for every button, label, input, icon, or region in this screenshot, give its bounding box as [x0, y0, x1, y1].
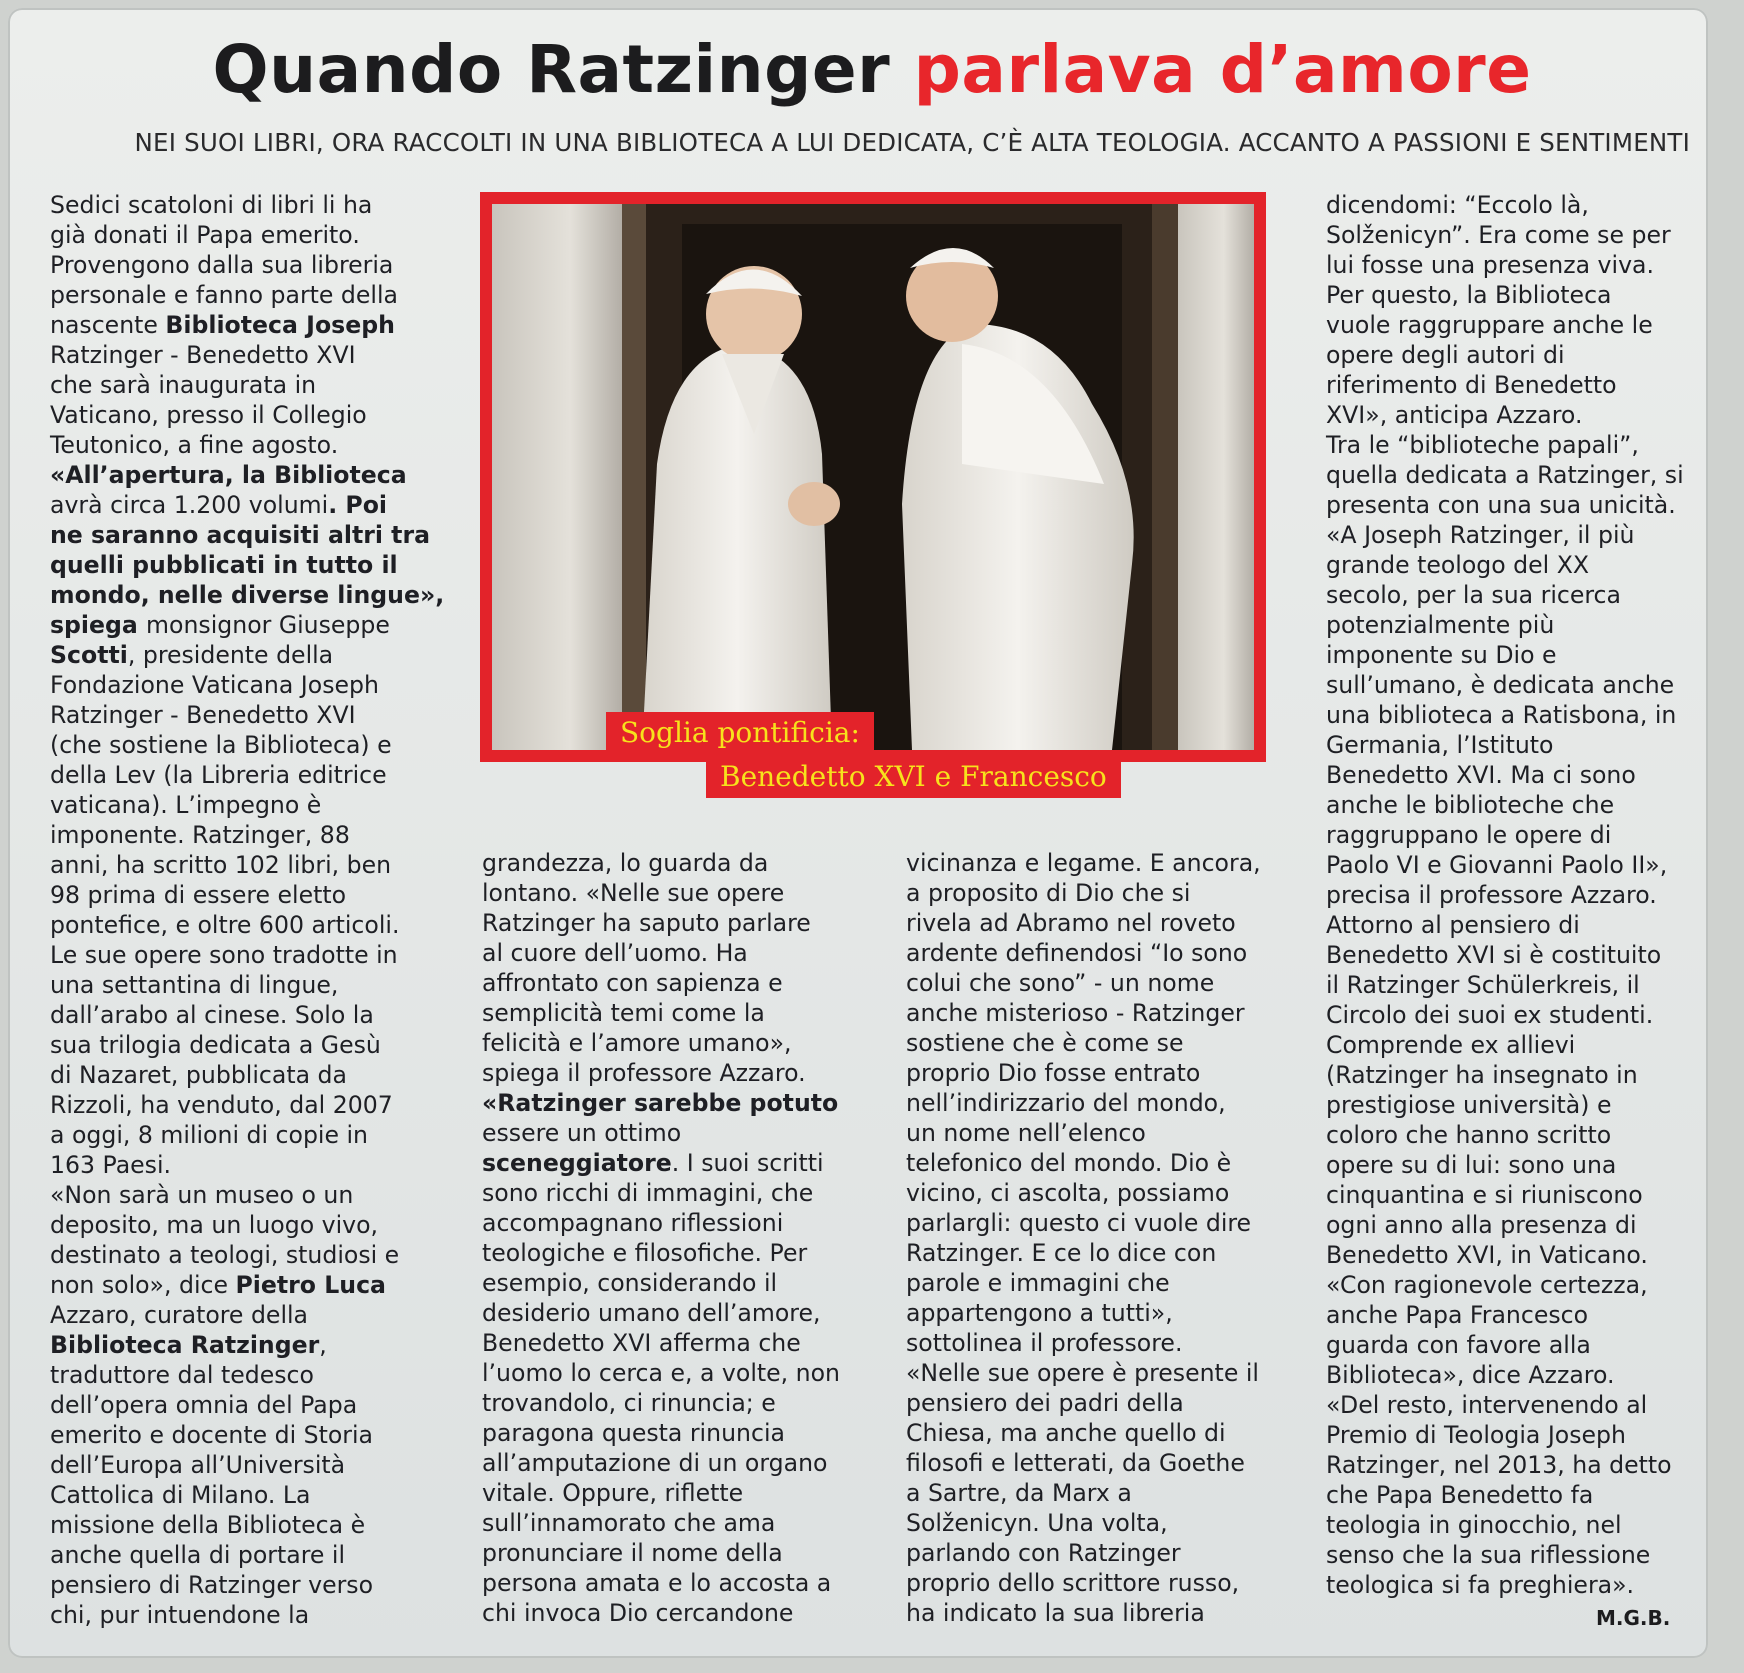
text-line: Per questo, la Biblioteca: [1326, 281, 1612, 309]
text-line: essere un ottimo: [482, 1119, 682, 1147]
text-line: ogni anno alla presenza di: [1326, 1211, 1637, 1239]
text-line: proprio Dio fosse entrato: [906, 1059, 1201, 1087]
text-line: emerito e docente di Storia: [50, 1421, 373, 1449]
text-line: Scotti, presidente della: [50, 641, 334, 669]
text-line: «All’apertura, la Biblioteca: [50, 461, 407, 489]
text-column-4: [1326, 190, 1726, 1600]
text-line: precisa il professore Azzaro.: [1326, 881, 1657, 909]
text-line: di Nazaret, pubblicata da: [50, 1061, 347, 1089]
text-line: della Lev (la Libreria editrice: [50, 761, 387, 789]
text-line: dell’opera omnia del Papa: [50, 1391, 358, 1419]
text-line: Cattolica di Milano. La: [50, 1481, 311, 1509]
text-line: «Non sarà un museo o un: [50, 1181, 354, 1209]
text-line: imponente su Dio e: [1326, 641, 1557, 669]
text-line: anche quella di portare il: [50, 1541, 346, 1569]
text-line: teologiche e filosofiche. Per: [482, 1239, 808, 1267]
text-line: l’uomo lo cerca e, a volte, non: [482, 1359, 840, 1387]
text-line: a proposito di Dio che si: [906, 879, 1191, 907]
text-line: Ratzinger ha saputo parlare: [482, 909, 811, 937]
text-line: ardente definendosi “Io sono: [906, 939, 1248, 967]
text-line: Vaticano, presso il Collegio: [50, 401, 367, 429]
text-line: raggruppano le opere di: [1326, 821, 1612, 849]
text-line: persona amata e lo accosta a: [482, 1569, 832, 1597]
text-line: Benedetto XVI. Ma ci sono: [1326, 761, 1636, 789]
text-line: affrontato con sapienza e: [482, 969, 783, 997]
text-line: destinato a teologi, studiosi e: [50, 1241, 400, 1269]
text-line: nascente Biblioteca Joseph: [50, 311, 395, 339]
text-line: sull’innamorato che ama: [482, 1509, 776, 1537]
text-line: accompagnano riflessioni: [482, 1209, 784, 1237]
text-line: Tra le “biblioteche papali”,: [1326, 431, 1639, 459]
text-line: all’amputazione di un organo: [482, 1449, 828, 1477]
text-line: (che sostiene la Biblioteca) e: [50, 731, 392, 759]
text-line: anche Papa Francesco: [1326, 1301, 1589, 1329]
text-line: «Nelle sue opere è presente il: [906, 1359, 1259, 1387]
photo-frame: [480, 192, 1266, 762]
text-line: sottolinea il professore.: [906, 1329, 1183, 1357]
text-line: Circolo dei suoi ex studenti.: [1326, 1001, 1654, 1029]
headline-red-part: parlava d’amore: [913, 31, 1532, 108]
text-line: che sarà inaugurata in: [50, 371, 317, 399]
text-line: ne saranno acquisiti altri tra: [50, 521, 430, 549]
text-line: riferimento di Benedetto: [1326, 371, 1617, 399]
text-line: Biblioteca», dice Azzaro.: [1326, 1361, 1615, 1389]
text-line: semplicità temi come la: [482, 999, 765, 1027]
text-line: anche misterioso - Ratzinger: [906, 999, 1245, 1027]
photo-illustration: [492, 204, 1254, 750]
text-line: Ratzinger. E ce lo dice con: [906, 1239, 1217, 1267]
text-line: anche le biblioteche che: [1326, 791, 1615, 819]
headline-dark-part: Quando Ratzinger: [212, 31, 891, 108]
text-line: Paolo VI e Giovanni Paolo II»,: [1326, 851, 1668, 879]
text-line: dicendomi: “Eccolo là,: [1326, 191, 1589, 219]
text-line: chi invoca Dio cercandone: [482, 1599, 794, 1627]
text-line: chi, pur intuendone la: [50, 1601, 310, 1629]
photo-caption-line-1: Soglia pontificia:: [606, 712, 874, 754]
text-line: a Sartre, da Marx a: [906, 1479, 1132, 1507]
text-line: «Ratzinger sarebbe potuto: [482, 1089, 839, 1117]
text-line: mondo, nelle diverse lingue»,: [50, 581, 445, 609]
text-line: sono ricchi di immagini, che: [482, 1179, 814, 1207]
text-line: ha indicato la sua libreria: [906, 1599, 1205, 1627]
text-line: deposito, ma un luogo vivo,: [50, 1211, 379, 1239]
text-line: Comprende ex allievi: [1326, 1031, 1576, 1059]
text-line: dall’arabo al cinese. Solo la: [50, 1001, 374, 1029]
text-line: coloro che hanno scritto: [1326, 1121, 1612, 1149]
text-line: proprio dello scrittore russo,: [906, 1569, 1240, 1597]
text-line: a oggi, 8 milioni di copie in: [50, 1121, 368, 1149]
text-line: spiega monsignor Giuseppe: [50, 611, 390, 639]
text-line: traduttore dal tedesco: [50, 1361, 314, 1389]
text-line: guarda con favore alla: [1326, 1331, 1591, 1359]
text-line: sua trilogia dedicata a Gesù: [50, 1031, 381, 1059]
text-line: senso che la sua riflessione: [1326, 1541, 1651, 1569]
text-line: pensiero dei padri della: [906, 1389, 1184, 1417]
text-line: (Ratzinger ha insegnato in: [1326, 1061, 1638, 1089]
text-line: Solženicyn”. Era come se per: [1326, 221, 1671, 249]
text-line: telefonico del mondo. Dio è: [906, 1149, 1232, 1177]
text-line: vaticana). L’impegno è: [50, 791, 322, 819]
article-deck: NEI SUOI LIBRI, ORA RACCOLTI IN UNA BIBLIOTECA A LUI DEDICATA, C’È ALTA TEOLOGIA. ACCANTO A PASSIONI E SENTIMENTI: [134, 128, 1690, 157]
text-line: spiega il professore Azzaro.: [482, 1059, 806, 1087]
text-line: quella dedicata a Ratzinger, si: [1326, 461, 1684, 489]
text-line: sostiene che è come se: [906, 1029, 1184, 1057]
text-line: parole e immagini che: [906, 1269, 1170, 1297]
photo-popes: [492, 204, 1254, 750]
text-line: Germania, l’Istituto: [1326, 731, 1554, 759]
author-signature: M.G.B.: [1596, 1606, 1671, 1630]
text-line: teologica si fa preghiera».: [1326, 1571, 1635, 1599]
text-line: felicità e l’amore umano»,: [482, 1029, 792, 1057]
text-line: Provengono dalla sua libreria: [50, 251, 394, 279]
text-line: desiderio umano dell’amore,: [482, 1299, 821, 1327]
text-line: paragona questa rinuncia: [482, 1419, 785, 1447]
text-line: già donati il Papa emerito.: [50, 221, 360, 249]
text-line: sull’umano, è dedicata anche: [1326, 671, 1675, 699]
text-line: personale e fanno parte della: [50, 281, 398, 309]
text-line: Benedetto XVI si è costituito: [1326, 941, 1662, 969]
text-line: Ratzinger, nel 2013, ha detto: [1326, 1451, 1672, 1479]
text-line: quelli pubblicati in tutto il: [50, 551, 398, 579]
text-line: Le sue opere sono tradotte in: [50, 941, 398, 969]
text-line: pensiero di Ratzinger verso: [50, 1571, 374, 1599]
text-line: Ratzinger - Benedetto XVI: [50, 701, 356, 729]
text-line: che Papa Benedetto fa: [1326, 1481, 1594, 1509]
text-line: pronunciare il nome della: [482, 1539, 783, 1567]
text-line: Chiesa, ma anche quello di: [906, 1419, 1226, 1447]
text-line: «Del resto, intervenendo al: [1326, 1391, 1648, 1419]
text-line: Teutonico, a fine agosto.: [50, 431, 339, 459]
text-line: anni, ha scritto 102 libri, ben: [50, 851, 392, 879]
text-line: vuole raggruppare anche le: [1326, 311, 1653, 339]
text-line: grande teologo del XX: [1326, 551, 1590, 579]
text-line: esempio, considerando il: [482, 1269, 778, 1297]
text-line: Benedetto XVI afferma che: [482, 1329, 801, 1357]
text-line: 163 Paesi.: [50, 1151, 172, 1179]
text-line: nell’indirizzario del mondo,: [906, 1089, 1226, 1117]
text-line: Solženicyn. Una volta,: [906, 1509, 1168, 1537]
text-line: al cuore dell’uomo. Ha: [482, 939, 748, 967]
text-line: non solo», dice Pietro Luca: [50, 1271, 386, 1299]
text-line: il Ratzinger Schülerkreis, il: [1326, 971, 1640, 999]
text-line: potenzialmente più: [1326, 611, 1555, 639]
text-line: dell’Europa all’Università: [50, 1451, 346, 1479]
text-line: imponente. Ratzinger, 88: [50, 821, 350, 849]
article-headline: [0, 30, 1744, 110]
text-line: sceneggiatore. I suoi scritti: [482, 1149, 824, 1177]
text-line: opere degli autori di: [1326, 341, 1565, 369]
text-line: Ratzinger - Benedetto XVI: [50, 341, 356, 369]
text-line: teologia in ginocchio, nel: [1326, 1511, 1622, 1539]
text-line: trovandolo, ci rinuncia; e: [482, 1389, 776, 1417]
text-column-1: [50, 190, 460, 1630]
text-line: rivela ad Abramo nel roveto: [906, 909, 1236, 937]
text-line: cinquantina e si riuniscono: [1326, 1181, 1643, 1209]
text-line: Rizzoli, ha venduto, dal 2007: [50, 1091, 393, 1119]
text-column-2: [482, 848, 882, 1628]
text-line: secolo, per la sua ricerca: [1326, 581, 1621, 609]
text-line: appartengono a tutti»,: [906, 1299, 1173, 1327]
text-line: avrà circa 1.200 volumi. Poi: [50, 491, 387, 519]
text-line: Benedetto XVI, in Vaticano.: [1326, 1241, 1648, 1269]
text-line: lontano. «Nelle sue opere: [482, 879, 785, 907]
text-line: parlargli: questo ci vuole dire: [906, 1209, 1252, 1237]
text-line: Sedici scatoloni di libri li ha: [50, 191, 373, 219]
text-line: vicinanza e legame. E ancora,: [906, 849, 1261, 877]
text-line: un nome nell’elenco: [906, 1119, 1146, 1147]
text-line: vitale. Oppure, riflette: [482, 1479, 744, 1507]
text-line: prestigiose università) e: [1326, 1091, 1612, 1119]
text-line: presenta con una sua unicità.: [1326, 491, 1676, 519]
text-column-3: [906, 848, 1306, 1628]
text-line: colui che sono” - un nome: [906, 969, 1215, 997]
text-line: XVI», anticipa Azzaro.: [1326, 401, 1583, 429]
text-line: Premio di Teologia Joseph: [1326, 1421, 1626, 1449]
text-line: Azzaro, curatore della: [50, 1301, 309, 1329]
text-line: una biblioteca a Ratisbona, in: [1326, 701, 1677, 729]
text-line: Fondazione Vaticana Joseph: [50, 671, 379, 699]
text-line: 98 prima di essere eletto: [50, 881, 347, 909]
text-line: lui fosse una presenza viva.: [1326, 251, 1654, 279]
text-line: vicino, ci ascolta, possiamo: [906, 1179, 1230, 1207]
text-line: Biblioteca Ratzinger,: [50, 1331, 327, 1359]
text-line: missione della Biblioteca è: [50, 1511, 366, 1539]
text-line: grandezza, lo guarda da: [482, 849, 769, 877]
text-line: Attorno al pensiero di: [1326, 911, 1580, 939]
text-line: «A Joseph Ratzinger, il più: [1326, 521, 1635, 549]
text-line: pontefice, e oltre 600 articoli.: [50, 911, 400, 939]
text-line: «Con ragionevole certezza,: [1326, 1271, 1648, 1299]
text-line: opere su di lui: sono una: [1326, 1151, 1617, 1179]
text-line: una settantina di lingue,: [50, 971, 339, 999]
text-line: parlando con Ratzinger: [906, 1539, 1181, 1567]
photo-caption-line-2: Benedetto XVI e Francesco: [706, 756, 1121, 798]
text-line: filosofi e letterati, da Goethe: [906, 1449, 1245, 1477]
